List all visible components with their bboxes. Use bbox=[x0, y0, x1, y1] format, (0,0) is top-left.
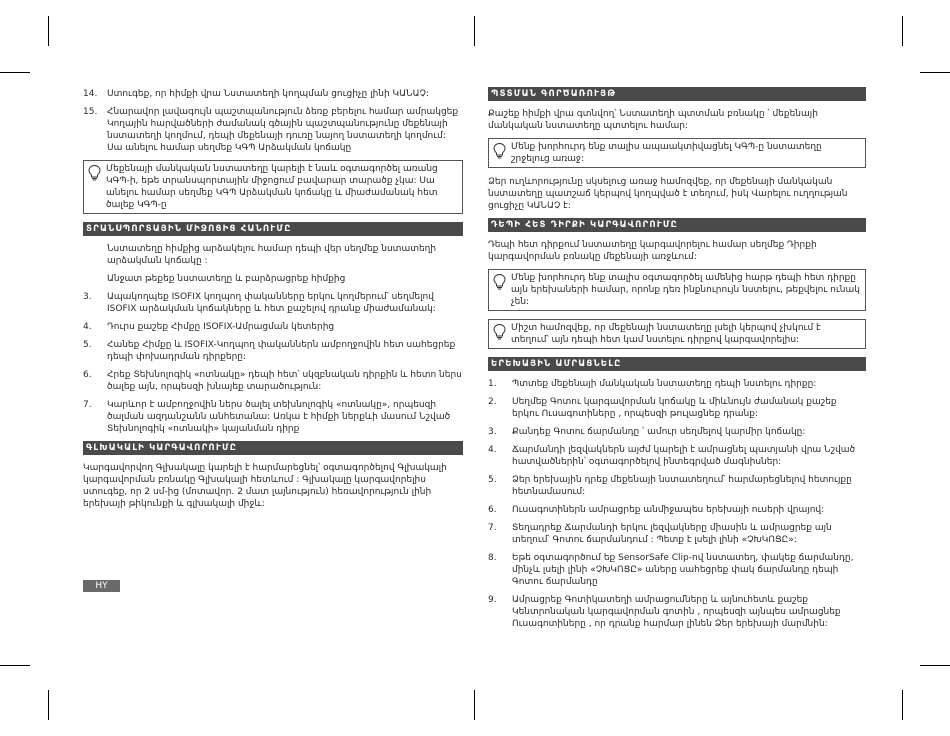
list-item bbox=[83, 88, 463, 100]
section-heading: ԵՐԵԽԱՅԻՆ ԱՄՐԱՑՆԵԼԸ bbox=[488, 357, 866, 371]
lightbulb-icon bbox=[492, 142, 507, 160]
list-item bbox=[83, 339, 463, 363]
item-text: Տեղադրեք Ճարմանդի երկու լեզվակները միասին և ամրացրեք այն տեղում՝ Գոտու ճարմանդում : Պետք է լսելի լինի «ՉԽԿՈՑԸ»: bbox=[512, 523, 832, 545]
item-text: Ստուգեք, որ հիմքի վրա Նստատեղի կողպման ցուցիչը լինի ԿԱՆԱՉ: bbox=[107, 89, 429, 99]
item-number: 7. bbox=[83, 400, 92, 410]
crop-mark bbox=[474, 16, 475, 46]
section-heading: ԳԼԽԱԿԱԼԻ ԿԱՐԳԱՎՈՐՈՒՄԸ bbox=[83, 441, 463, 455]
lightbulb-icon bbox=[492, 323, 507, 341]
item-number: 6. bbox=[83, 370, 92, 380]
info-note bbox=[83, 160, 463, 214]
list-item bbox=[488, 504, 866, 516]
item-text: Ապակողպեք ISOFIX կողպող փականները երկու կողմերում՝ սեղմելով ISOFIX արձակման կոճակները և հետ քաշելով դրանք միաժամանակ: bbox=[107, 292, 436, 314]
list-item bbox=[83, 321, 463, 333]
crop-mark bbox=[474, 690, 475, 720]
note-text: Մեքենայի մանկական նստատեղը կարելի է նաև օգտագործել առանց ԿԳՊ-ի, եթե տրանսպորտային միջոցում բավարար տարածք չկա: Սա անելու համար սեղմեք ԿԳՊ Արձակման կոճակը և միաժամանակ հետ ծալեք ԿԳՊ-ը bbox=[106, 164, 438, 210]
item-text: Քանդեք Գոտու ճարմանդը ՝ ամուր սեղմելով կարմիր կոճակը: bbox=[512, 427, 806, 437]
info-note bbox=[488, 138, 866, 168]
item-number: 8. bbox=[488, 553, 497, 563]
info-note bbox=[488, 269, 866, 311]
list-item bbox=[488, 522, 866, 546]
paragraph: Ձեր ուղևորությունը սկսելուց առաջ համոզվեք, որ մեքենայի մանկական նստատեղը պատշաճ կերպով կողպված է տեղում, իսկ Վարելու ուղղության ցուցիչը ԿԱՆԱՉ է: bbox=[488, 177, 848, 211]
section-heading: ՊՏՏՄԱՆ ԳՈՐԾԱՌՈՒՅԹ bbox=[488, 87, 866, 101]
item-number: 4. bbox=[83, 322, 92, 332]
item-number: 2. bbox=[488, 397, 497, 407]
item-number: 5. bbox=[488, 475, 497, 485]
list-item bbox=[488, 474, 866, 498]
list-item bbox=[488, 426, 866, 438]
item-text: Պտտեք մեքենայի մանկական նստատեղը դեպի նստելու դիրքը: bbox=[512, 379, 817, 389]
item-text: Կարևոր է ամբողջովին ներս ծալել տեխնոլոգիկ «ոտնակը», որպեսզի ծալման ազդանշանն անհետանա: Առկա է հիմքի ներքևի մասում Նշված Տեխնոլոգիկ «ոտնակի» կայանման դիրք bbox=[107, 400, 451, 434]
crop-mark bbox=[0, 665, 30, 666]
right-column bbox=[488, 87, 866, 636]
paragraph: Անջատ թեքեք նստատեղը և բարձրացրեք հիմքից bbox=[107, 274, 346, 284]
list-item bbox=[83, 399, 463, 435]
note-text: Մենք խորհուրդ ենք տալիս ապաակտիվացնել ԿԳՊ-ը նստատեղը շրջելուց առաջ: bbox=[511, 142, 822, 164]
crop-mark bbox=[902, 690, 903, 720]
item-text: Եթե օգտագործում եք SensorSafe Clip-ով նստատեղ, փակեք ճարմանդը, մինչև լսելի լինի «ՉԽԿՈՑԸ» աները սահեցրեք փակ ճարմանդը դեպի Գոտու ճարմանդը bbox=[512, 553, 854, 587]
info-note bbox=[488, 319, 866, 349]
item-number: 3. bbox=[83, 292, 92, 302]
left-column bbox=[83, 88, 463, 516]
section-heading: ՏՐԱՆՍՊՈՐՏԱՅԻՆ ՄԻՋՈՑԻՑ ՀԱՆՈՒՄԸ bbox=[83, 222, 463, 236]
item-text: Ճարմանդի լեզվակներն այժմ կարելի է ամրացնել պատյանի վրա Նշված հատվածներին՝ օգտագործելով ինտեգրված մագնիսներ: bbox=[512, 445, 856, 467]
item-text: Ձեր երեխային դրեք մեքենայի նստատեղում՝ հարմարեցնելով հետույքը հետնամասում: bbox=[512, 475, 852, 497]
item-number: 4. bbox=[488, 445, 497, 455]
language-tab: HY bbox=[83, 580, 120, 592]
item-text: Հնարավոր լավագույն պաշտպանություն ձեռք բերելու համար ամրակցեք Կողային հարվածների ժամանակ գծային պաշտպանությունը մեքենայի նստատեղի կողմում, դեպի մեքենայի դուռը նայող նստատեղի կողմում: Սա անելու համար սեղմեք ԿԳՊ Արձակման կոճակը bbox=[107, 107, 459, 153]
item-text: Հրեք Տեխնոլոգիկ «ոտնակը» դեպի հետ՝ սկզբնական դիրքին և հետո ներս ծալեք այն, որպեսզի խնայեք տարածություն: bbox=[107, 370, 462, 392]
paragraph: Նստատեղը հիմքից արձակելու համար դեպի վեր սեղմեք նստատեղի արձակման կոճակը : bbox=[107, 244, 437, 266]
item-text: Հանեք Հիմքը և ISOFIX-Կողպող փականներն ամբողջովին հետ սահեցրեք դեպի փոխադրման դիրքերը: bbox=[107, 340, 456, 362]
crop-mark bbox=[902, 16, 903, 46]
item-number: 14. bbox=[83, 89, 98, 99]
paragraph: Կարգավորվող Գլխակալը կարելի է հարմարեցնել՝ օգտագործելով Գլխակալի կարգավորման բռնակը Գլխակալի հետևում : Գլխակալը կարգավորելիս ստուգեք, որ 2 սմ-ից (մոտավոր. 2 մատ լայնություն) հեռավորություն լինի երեխայի թիկունքի և գլխակալի միջև: bbox=[83, 463, 447, 509]
list-item bbox=[488, 396, 866, 420]
list-item bbox=[488, 444, 866, 468]
crop-mark bbox=[48, 690, 49, 720]
crop-mark bbox=[920, 72, 950, 73]
section-heading: ԴԵՊԻ ՀԵՏ ԴԻՐՔԻ ԿԱՐԳԱՎՈՐՈՒՄԸ bbox=[488, 218, 866, 232]
item-text: Ամրացրեք Գոտիկատեղի ամրացումները և այնուհետև քաշեք Կենտրոնական կարգավորման գոտին , որպեսզի այնպես ամրացնեք Ուսագոտիները , որ դրանք հարմար լինեն Ձեր երեխայի մարմնին: bbox=[512, 595, 841, 629]
item-number: 7. bbox=[488, 523, 497, 533]
crop-mark bbox=[920, 665, 950, 666]
crop-mark bbox=[48, 16, 49, 46]
item-text: Դուրս քաշեք Հիմքը ISOFIX-Ամրացման կետերից bbox=[107, 322, 335, 332]
list-item bbox=[488, 552, 866, 588]
item-number: 3. bbox=[488, 427, 497, 437]
lightbulb-icon bbox=[492, 273, 507, 291]
lightbulb-icon bbox=[87, 164, 102, 182]
list-item bbox=[83, 291, 463, 315]
paragraph: Քաշեք հիմքի վրա գտնվող՝ Նստատեղի պտտման բռնակը ՝ մեքենայի մանկական նստատեղը պտտելու համար: bbox=[488, 109, 818, 131]
item-number: 15. bbox=[83, 107, 98, 117]
item-number: 1. bbox=[488, 379, 497, 389]
list-item bbox=[83, 106, 463, 154]
crop-mark bbox=[0, 72, 30, 73]
item-text: Ուսագոտիներն ամրացրեք անմիջապես երեխայի ուսերի վրայով: bbox=[512, 505, 825, 515]
list-item bbox=[83, 369, 463, 393]
list-item bbox=[488, 594, 866, 630]
note-text: Մենք խորհուրդ ենք տալիս օգտագործել ամենից հարթ դեպի հետ դիրքը այն երեխաների համար, որոնք դեռ ինքնուրույն նստելու, թեքվելու ունակ չեն: bbox=[511, 273, 860, 307]
item-number: 9. bbox=[488, 595, 497, 605]
note-text: Միշտ համոզվեք, որ մեքենայի նստատեղը լսելի կերպով չխկում է տեղում՝ այն դեպի հետ կամ նստելու դիրքով կարգավորելիս: bbox=[511, 323, 821, 345]
item-number: 6. bbox=[488, 505, 497, 515]
paragraph: Դեպի հետ դիրքում նստատեղը կարգավորելու համար սեղմեք Դիրքի կարգավորման բռնակը մեքենայի առջևում: bbox=[488, 240, 817, 262]
list-item bbox=[488, 378, 866, 390]
item-number: 5. bbox=[83, 340, 92, 350]
item-text: Սեղմեք Գոտու կարգավորման կոճակը և միևնույն ժամանակ քաշեք երկու Ուսագոտիները , որպեսզի թուլացնեք դրանք: bbox=[512, 397, 837, 419]
